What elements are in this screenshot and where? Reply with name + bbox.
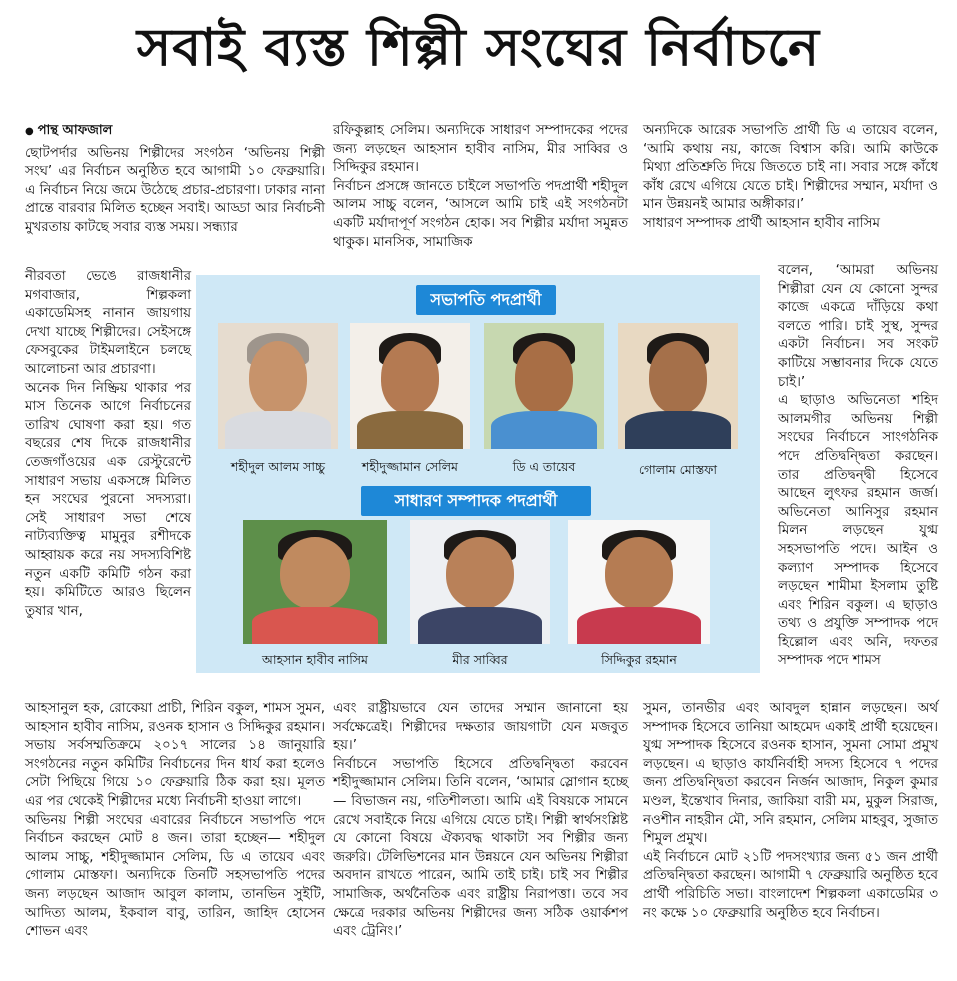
paragraph: অন্যদিকে আরেক সভাপতি প্রার্থী ডি এ তায়েব বলেন, ‘আমি কথায় নয়, কাজে বিশ্বাস করি। আমি কাউকে মিথ্যা প্রতিশ্রুতি দিয়ে জিততে চাই না। সবার সঙ্গে কাঁধে কাঁধ রেখে এগিয়ে যেতে চাই। শিল্পীদের সম্মান, মর্যাদা ও মান উন্নয়নই আমার অঙ্গীকার।’ [643,123,938,213]
paragraph: অভিনয় শিল্পী সংঘের এবারের নির্বাচনে সভাপতি পদে নির্বাচন করছেন মোট ৪ জন। তারা হচ্ছেন— শহীদুল আলম সাচ্চু, শহীদুজ্জামান সেলিম, ডি এ তায়েব এবং গোলাম মোস্তফা। অন্যদিকে তিনটি সহসভাপতি পদের জন্য লড়ছেন আজাদ আবুল কালাম, তানভিন সুইটি, আদিত্য আলম, ইকবাল বাবু, তারিন, জাহিদ হোসেন শোভন এবং [25,812,325,940]
paragraph: ছোটপর্দার অভিনয় শিল্পীদের সংগঠন ‘অভিনয় শিল্পী সংঘ’ এর নির্বাচন অনুষ্ঠিত হবে আগামী ১০ ফেব্রুয়ারি। এ নির্বাচন নিয়ে জমে উঠেছে প্রচার-প্রচারণা। ঢাকার নানা প্রান্তে বারবার মিলিত হচ্ছেন সবাই। আড্ডা আর নির্বাচনী মুখরতায় কাটছে সবার ব্যস্ত সময়। সন্ধ্যার [25,145,325,235]
candidate-photo [484,323,604,449]
byline-author: পান্থ আফজাল [37,123,113,138]
column-2-bottom [333,700,628,942]
column-1-side [25,268,191,621]
paragraph: রফিকুল্লাহ সেলিম। অন্যদিকে সাধারণ সম্পাদকের পদের জন্য লড়ছেন আহসান হাবীব নাসিম, মীর সাব্বির ও সিদ্দিকুর রহমান। [333,123,628,176]
candidate-name: ডি এ তায়েব [512,459,576,474]
paragraph: আহসানুল হক, রোকেয়া প্রাচী, শিরিন বকুল, শামস সুমন, আহসান হাবীব নাসিম, রওনক হাসান ও সিদ্দিকুর রহমান। সভায় সর্বসম্মতিক্রমে ২০১৭ সালের ১৪ জানুয়ারি সংগঠনের নতুন কমিটির নির্বাচনের দিন ধার্য করা হলেও সেটা পিছিয়ে গিয়ে ১০ ফেব্রুয়ারি ঠিক করা হয়। মূলত এর পর থেকেই শিল্পীদের মধ্যে নির্বাচনী হাওয়া লাগে। [25,701,325,809]
headline: সবাই ব্যস্ত শিল্পী সংঘের নির্বাচনে [136,18,821,78]
column-3-side [778,262,938,671]
candidate-photo [568,520,710,644]
column-2-top [333,122,628,252]
candidate-name: সিদ্দিকুর রহমান [601,652,677,667]
candidate-photo [218,323,338,449]
paragraph: এ ছাড়াও অভিনেতা শহিদ আলমগীর অভিনয় শিল্পী সংঘের নির্বাচনে সাংগঠনিক পদে প্রতিদ্বন্দ্বিতা করছেন। তার প্রতিদ্বন্দ্বী হিসেবে আছেন লুৎফর রহমান জর্জ। অভিনেতা আনিসুর রহমান মিলন লড়ছেন যুগ্ম সহসভাপতি পদে। আইন ও কল্যাণ সম্পাদক হিসেবে লড়ছেন শামীমা ইসলাম তুষ্টি এবং শিরিন বকুল। এ ছাড়াও তথ্য ও প্রযুক্তি সম্পাদক পদে হিল্লোল এবং অনি, দফতর সম্পাদক পদে শামস [778,393,938,669]
president-section-title: সভাপতি পদপ্রার্থী [416,285,556,315]
column-3-bottom [643,700,938,923]
candidate-name: আহসান হাবীব নাসিম [262,652,368,667]
paragraph: নির্বাচনে সভাপতি হিসেবে প্রতিদ্বন্দ্বিতা করবেন শহীদুজ্জামান সেলিম। তিনি বলেন, ‘আমার স্লোগান হচ্ছে— বিভাজন নয়, গতিশীলতা। আমি এই বিষয়কে সামনে রেখে সবাইকে নিয়ে এগিয়ে যেতে চাই। শিল্পী স্বার্থসংশ্লিষ্ট যে কোনো বিষয়ে ঐক্যবদ্ধ থাকাটা সব শিল্পীর জন্য জরুরি। টেলিভিশনের মান উন্নয়নে যেন অভিনয় শিল্পীরা অবদান রাখতে পারেন, আমি তাই চাই। চাই সব শিল্পীর সামাজিক, অর্থনৈতিক এবং রাষ্ট্রীয় নিরাপত্তা। তবে সব ক্ষেত্রে দরকার অভিনয় শিল্পীদের জন্য সঠিক ওয়ার্কশপ এবং ট্রেনিং।’ [333,756,628,940]
candidate-name: শহীদুজ্জামান সেলিম [361,459,458,474]
paragraph: সুমন, তানভীর এবং আবদুল হান্নান লড়ছেন। অর্থ সম্পাদক হিসেবে তানিয়া আহমেদ একাই প্রার্থী হয়েছেন। যুগ্ম সম্পাদক হিসেবে রওনক হাসান, সুমনা সোমা প্রমুখ লড়ছেন। এ ছাড়াও কার্যনির্বাহী সদস্য হিসেবে ৭ পদের জন্য প্রতিদ্বন্দ্বিতা করবেন নির্জন আজাদ, নিকুল কুমার মণ্ডল, ইন্তেখাব দিনার, জাকিয়া বারী মম, মুকুল সিরাজ, নওশীন নাহরীন মৌ, সনি রহমান, সেলিম মাহবুব, সুজাত শিমুল প্রমুখ। [643,701,938,847]
column-3-top [643,122,938,234]
byline [25,122,325,142]
candidate-name: মীর সাব্বির [452,652,508,667]
column-1-top [25,122,325,238]
candidate-name: গোলাম মোস্তফা [638,462,718,477]
paragraph: নির্বাচন প্রসঙ্গে জানতে চাইলে সভাপতি পদপ্রার্থী শহীদুল আলম সাচ্চু বলেন, ‘আসলে আমি চাই এই সংগঠনটা একটি মর্যাদাপূর্ণ সংগঠন হোক। সব শিল্পীর মর্যাদা সমুন্নত থাকুক। মানসিক, সামাজিক [333,178,628,250]
secretary-section-title: সাধারণ সম্পাদক পদপ্রার্থী [361,486,591,516]
candidate-photo [618,323,738,449]
candidate-photo [350,323,470,449]
bullet-icon: ● [25,126,34,137]
column-1-bottom [25,700,325,942]
candidate-photo [243,520,387,644]
candidate-photo [410,520,550,644]
candidate-panel [196,275,760,673]
paragraph: সাধারণ সম্পাদক প্রার্থী আহসান হাবীব নাসিম [643,215,880,231]
paragraph: এই নির্বাচনে মোট ২১টি পদসংখ্যার জন্য ৫১ জন প্রার্থী প্রতিদ্বন্দ্বিতা করছেন। আগামী ৭ ফেব্রুয়ারি অনুষ্ঠিত হবে প্রার্থী পরিচিতি সভা। বাংলাদেশ শিল্পকলা একাডেমির ৩ নং কক্ষে ১০ ফেব্রুয়ারি অনুষ্ঠিত হবে নির্বাচন। [643,849,938,921]
paragraph: নীরবতা ভেঙে রাজধানীর মগবাজার, শিল্পকলা একাডেমিসহ নানান জায়গায় দেখা যাচ্ছে শিল্পীদের। সেইসঙ্গে ফেসবুকের টাইমলাইনে চলছে আলোচনা আর প্রচারণা। [25,269,191,377]
paragraph: অনেক দিন নিষ্ক্রিয় থাকার পর মাস তিনেক আগে নির্বাচনের তারিখ ঘোষণা করা হয়। গত বছরের শেষ দিকে রাজধানীর তেজগাঁওয়ের এক রেস্টুরেন্টে সাধারণ সভায় একসঙ্গে মিলিত হন সংঘের পুরনো সদস্যরা। সেই সাধারণ সভা শেষে নাট্যব্যক্তিত্ব মামুনুর রশীদকে আহ্বায়ক করে নয় সদস্যবিশিষ্ট নতুন একটি কমিটি গঠন করা হয়। কমিটিতে আরও ছিলেন তুষার খান, [25,380,191,619]
paragraph: এবং রাষ্ট্রীয়ভাবে যেন তাদের সম্মান জানানো হয় সর্বক্ষেত্রেই। শিল্পীদের দক্ষতার জায়গাটা যেন মজবুত হয়।’ [333,701,628,754]
paragraph: বলেন, ‘আমরা অভিনয় শিল্পীরা যেন যে কোনো সুন্দর কাজে একত্রে দাঁড়িয়ে কথা বলতে পারি। চাই সুস্থ, সুন্দর একটা নির্বাচন। সব সংকট কাটিয়ে সম্ভাবনার দিকে যেতে চাই।’ [778,263,938,390]
candidate-name: শহীদুল আলম সাচ্চু [230,459,326,474]
